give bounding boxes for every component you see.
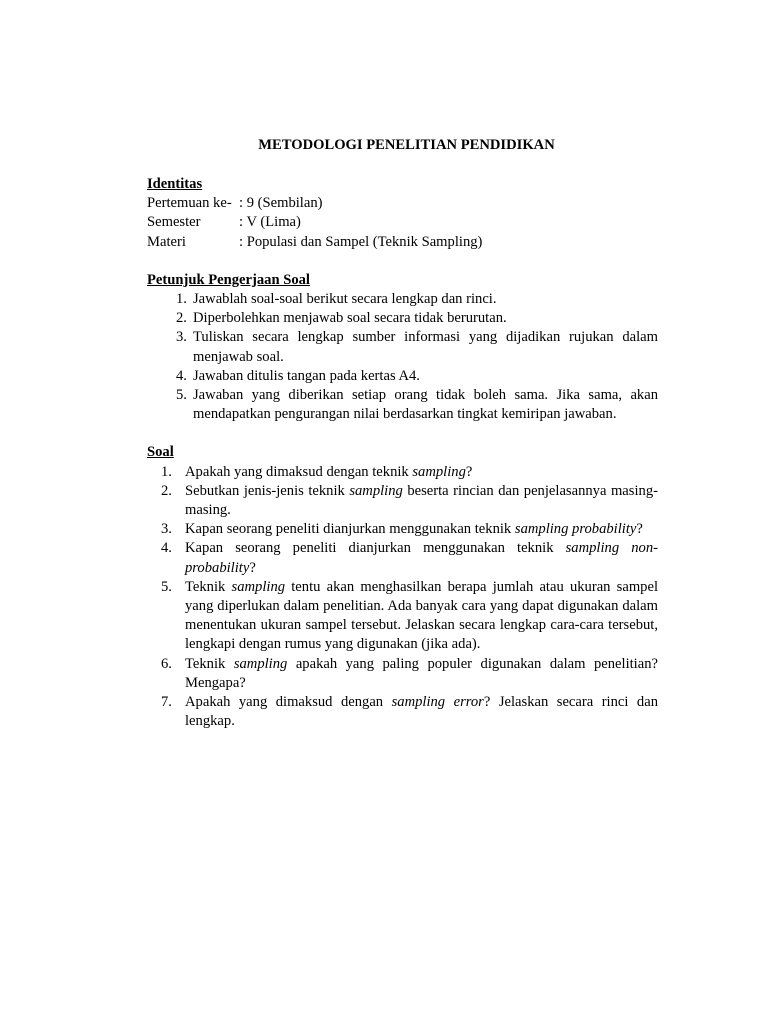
soal-heading: Soal [147,444,174,461]
soal-item [147,578,658,655]
petunjuk-number: 1. [176,291,187,308]
soal-text: Kapan seorang peneliti dianjurkan menggunakan teknik sampling probability? [185,521,643,538]
petunjuk-text: Diperbolehkan menjawab soal secara tidak berurutan. [193,310,507,327]
petunjuk-item [147,367,658,386]
petunjuk-section [147,271,658,425]
petunjuk-text: Jawaban yang diberikan setiap orang tidak boleh sama. Jika sama, akan mendapatkan pengurangan nilai berdasarkan tingkat kemiripan jawaban. [193,387,658,423]
identitas-value: : 9 (Sembilan) [239,195,323,212]
identitas-row-materi [147,233,658,252]
identitas-row-pertemuan [147,194,658,213]
soal-text: Teknik sampling apakah yang paling populer digunakan dalam penelitian? Mengapa? [185,655,658,691]
identitas-heading: Identitas [147,176,203,192]
soal-item [147,520,658,539]
petunjuk-item [147,290,658,309]
soal-number: 1. [161,463,172,480]
petunjuk-text: Jawablah soal-soal berikut secara lengkap dan rinci. [193,291,497,308]
identitas-key: Pertemuan ke- [147,195,232,212]
soal-item [147,482,658,520]
petunjuk-number: 5. [176,387,187,404]
document-title: METODOLOGI PENELITIAN PENDIDIKAN [258,137,555,153]
soal-number: 4. [161,540,172,557]
petunjuk-list [147,290,658,424]
soal-text: Apakah yang dimaksud dengan teknik sampling? [185,463,473,480]
soal-number: 3. [161,521,172,538]
soal-text: Sebutkan jenis-jenis teknik sampling beserta rincian dan penjelasannya masing-masing. [185,482,658,519]
petunjuk-item [147,328,658,366]
petunjuk-number: 2. [176,310,187,327]
soal-text: Apakah yang dimaksud dengan sampling error? Jelaskan secara rinci dan lengkap. [185,694,658,730]
soal-list [147,463,658,732]
soal-item [147,539,658,577]
petunjuk-item [147,386,658,424]
soal-section [147,443,658,731]
petunjuk-number: 3. [176,329,187,346]
petunjuk-item [147,309,658,328]
document-page [147,136,658,731]
soal-number: 2. [161,482,172,499]
identitas-value: : V (Lima) [239,214,301,231]
soal-number: 5. [161,578,172,595]
petunjuk-number: 4. [176,367,187,384]
petunjuk-text: Tuliskan secara lengkap sumber informasi yang dijadikan rujukan dalam menjawab soal. [193,329,658,365]
identitas-row-semester [147,213,658,232]
petunjuk-heading: Petunjuk Pengerjaan Soal [147,271,310,288]
soal-text: Teknik sampling tentu akan menghasilkan berapa jumlah atau ukuran sampel yang diperlukan dalam penelitian. Ada banyak cara yang dapat digunakan dalam menentukan ukuran sampel tersebut. Jelaskan secara lengkap cara-cara tersebut, lengkapi dengan rumus yang digunakan (jika ada). [185,578,659,653]
identitas-value: : Populasi dan Sampel (Teknik Sampling) [239,233,483,250]
soal-text: Kapan seorang peneliti dianjurkan menggunakan teknik sampling non-probability? [185,540,658,576]
soal-number: 7. [161,694,172,711]
soal-item [147,463,658,482]
soal-number: 6. [161,655,172,672]
identitas-key: Semester [147,214,201,231]
identitas-section [147,175,658,252]
petunjuk-text: Jawaban ditulis tangan pada kertas A4. [193,367,420,384]
soal-item [147,655,658,693]
identitas-key: Materi [147,233,186,250]
soal-item [147,693,658,731]
